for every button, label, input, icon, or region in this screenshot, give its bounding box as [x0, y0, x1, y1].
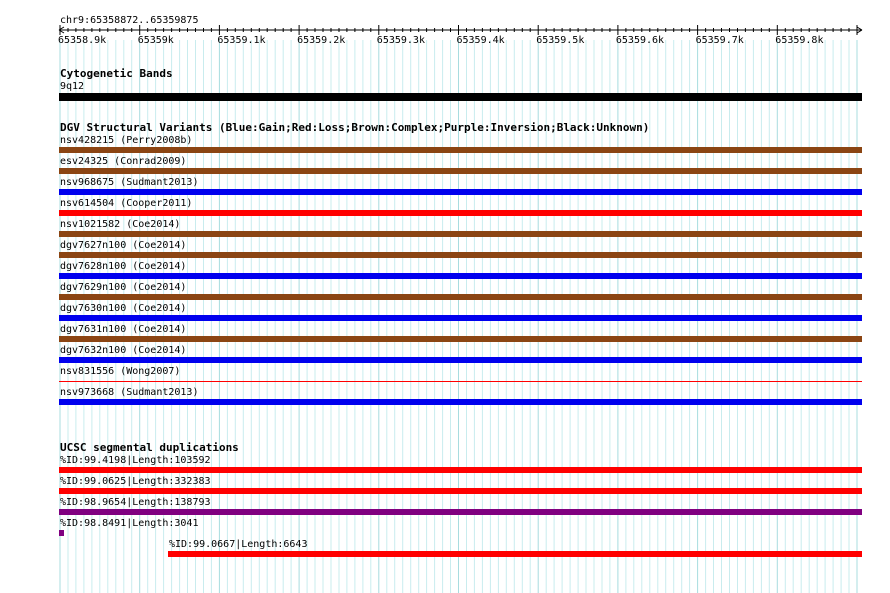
segdup-label: %ID:99.0667|Length:6643: [169, 539, 308, 550]
segdup-label: %ID:98.8491|Length:3041: [60, 518, 199, 529]
ruler-tick-label: 65359.3k: [376, 35, 425, 46]
ruler-tick-label: 65359.8k: [775, 35, 824, 46]
dgv-variant-label: nsv428215 (Perry2008b): [60, 135, 193, 146]
dgv-variant-label: dgv7629n100 (Coe2014): [60, 282, 187, 293]
dgv-track-title: DGV Structural Variants (Blue:Gain;Red:Loss;Brown:Complex;Purple:Inversion;Black:Unknown): [60, 121, 650, 134]
dgv-variant-bar[interactable]: [59, 147, 862, 153]
dgv-variant-bar[interactable]: [59, 210, 862, 216]
dgv-variant-label: nsv968675 (Sudmant2013): [60, 177, 199, 188]
dgv-variant-label: nsv614504 (Cooper2011): [60, 198, 193, 209]
ruler-tick-label: 65358.9k: [58, 35, 107, 46]
dgv-variant-label: dgv7627n100 (Coe2014): [60, 240, 187, 251]
dgv-variant-bar[interactable]: [59, 357, 862, 363]
dgv-variant-label: nsv973668 (Sudmant2013): [60, 387, 199, 398]
dgv-variant-label: esv24325 (Conrad2009): [60, 156, 187, 167]
ruler-tick-label: 65359.4k: [456, 35, 505, 46]
dgv-variant-bar[interactable]: [59, 399, 862, 405]
segdup-label: %ID:98.9654|Length:138793: [60, 497, 211, 508]
dgv-variant-bar[interactable]: [59, 231, 862, 237]
dgv-variant-label: dgv7631n100 (Coe2014): [60, 324, 187, 335]
segdup-bar[interactable]: [59, 509, 862, 515]
segdup-bar[interactable]: [168, 551, 862, 557]
ruler-tick-label: 65359.5k: [536, 35, 585, 46]
dgv-variant-bar[interactable]: [59, 252, 862, 258]
cytoband-bar[interactable]: [59, 93, 862, 101]
segdup-label: %ID:99.0625|Length:332383: [60, 476, 211, 487]
dgv-variant-bar[interactable]: [59, 381, 862, 382]
dgv-variant-bar[interactable]: [59, 273, 862, 279]
coordinates-label: chr9:65358872..65359875: [60, 15, 199, 26]
dgv-variant-label: dgv7630n100 (Coe2014): [60, 303, 187, 314]
dgv-variant-bar[interactable]: [59, 189, 862, 195]
segdup-label: %ID:99.4198|Length:103592: [60, 455, 211, 466]
ruler-tick-label: 65359k: [137, 35, 174, 46]
segdup-track-title: UCSC segmental duplications: [60, 441, 239, 454]
dgv-variant-label: dgv7628n100 (Coe2014): [60, 261, 187, 272]
cytoband-track-title: Cytogenetic Bands: [60, 67, 173, 80]
dgv-variant-bar[interactable]: [59, 336, 862, 342]
cytoband-label: 9q12: [60, 81, 85, 92]
dgv-variant-bar[interactable]: [59, 315, 862, 321]
ruler-tick-label: 65359.7k: [695, 35, 744, 46]
dgv-variant-label: dgv7632n100 (Coe2014): [60, 345, 187, 356]
dgv-variant-label: nsv1021582 (Coe2014): [60, 219, 181, 230]
ruler-tick-label: 65359.6k: [615, 35, 665, 46]
segdup-bar[interactable]: [59, 530, 64, 536]
dgv-variant-bar[interactable]: [59, 294, 862, 300]
ruler-tick-label: 65359.1k: [217, 35, 266, 46]
dgv-variant-label: nsv831556 (Wong2007): [60, 366, 181, 377]
dgv-variant-bar[interactable]: [59, 168, 862, 174]
segdup-bar[interactable]: [59, 488, 862, 494]
ruler[interactable]: [0, 0, 890, 50]
segdup-bar[interactable]: [59, 467, 862, 473]
ruler-tick-label: 65359.2k: [297, 35, 346, 46]
